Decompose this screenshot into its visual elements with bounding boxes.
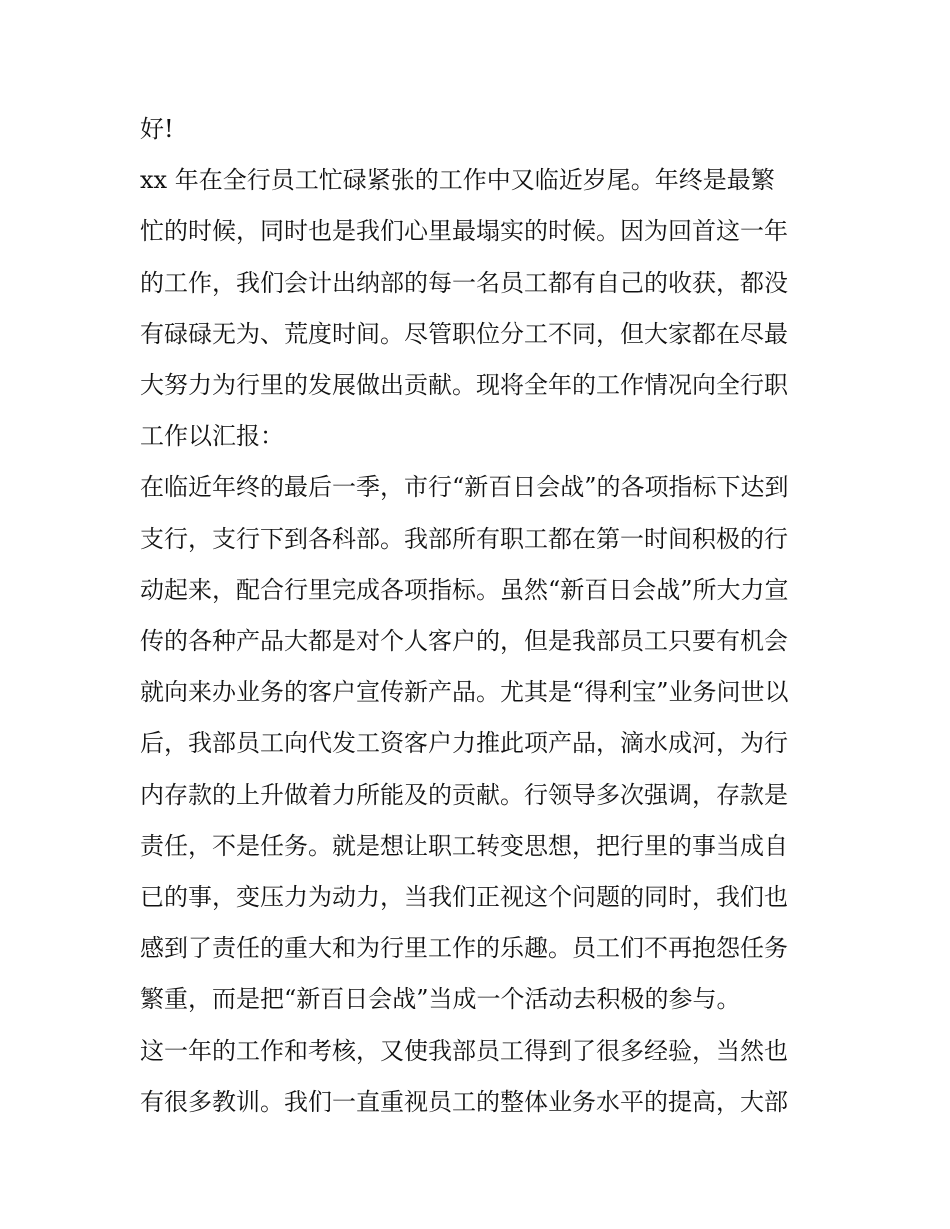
paragraph-experience xyxy=(140,1026,820,1128)
text-line: 繁重，而是把“新百日会战”当成一个活动去积极的参与。 xyxy=(140,985,741,1014)
text-line: 就向来办业务的客户宣传新产品。尤其是“得利宝”业务问世以 xyxy=(140,678,789,707)
text-line: 好! xyxy=(140,115,174,143)
text-line: 大努力为行里的发展做出贡献。现将全年的工作情况向全行职 xyxy=(140,371,788,400)
paragraph-greeting xyxy=(140,104,820,155)
paragraph-intro xyxy=(140,155,820,462)
text-line: 责任，不是任务。就是想让职工转变思想，把行里的事当成自 xyxy=(140,831,788,860)
text-line: 已的事，变压力为动力，当我们正视这个问题的同时，我们也 xyxy=(140,883,788,912)
text-line: 内存款的上升做着力所能及的贡献。行领导多次强调，存款是 xyxy=(140,780,788,809)
text-line: 感到了责任的重大和为行里工作的乐趣。员工们不再抱怨任务 xyxy=(140,934,788,963)
text-line: 工作以汇报： xyxy=(140,422,284,451)
text-line: 动起来，配合行里完成各项指标。虽然“新百日会战”所大力宣 xyxy=(140,575,789,604)
text-line: 支行，支行下到各科部。我部所有职工都在第一时间积极的行 xyxy=(140,524,788,553)
text-line: 忙的时候，同时也是我们心里最塌实的时候。因为回首这一年 xyxy=(140,217,788,246)
text-line: 有很多教训。我们一直重视员工的整体业务水平的提高，大部 xyxy=(140,1087,788,1116)
document-body xyxy=(140,104,820,1128)
text-line: 传的各种产品大都是对个人客户的，但是我部员工只要有机会 xyxy=(140,627,788,656)
text-line: 的工作，我们会计出纳部的每一名员工都有自己的收获，都没 xyxy=(140,268,788,297)
text-line: 有碌碌无为、荒度时间。尽管职位分工不同，但大家都在尽最 xyxy=(140,319,788,348)
text-line: 后，我部员工向代发工资客户力推此项产品，滴水成河，为行 xyxy=(140,729,788,758)
text-line: 这一年的工作和考核，又使我部员工得到了很多经验，当然也 xyxy=(140,1036,788,1065)
paragraph-campaign xyxy=(140,462,820,1025)
text-line: 在临近年终的最后一季，市行“新百日会战”的各项指标下达到 xyxy=(140,473,789,502)
text-line: xx 年在全行员工忙碌紧张的工作中又临近岁尾。年终是最繁 xyxy=(140,166,775,195)
